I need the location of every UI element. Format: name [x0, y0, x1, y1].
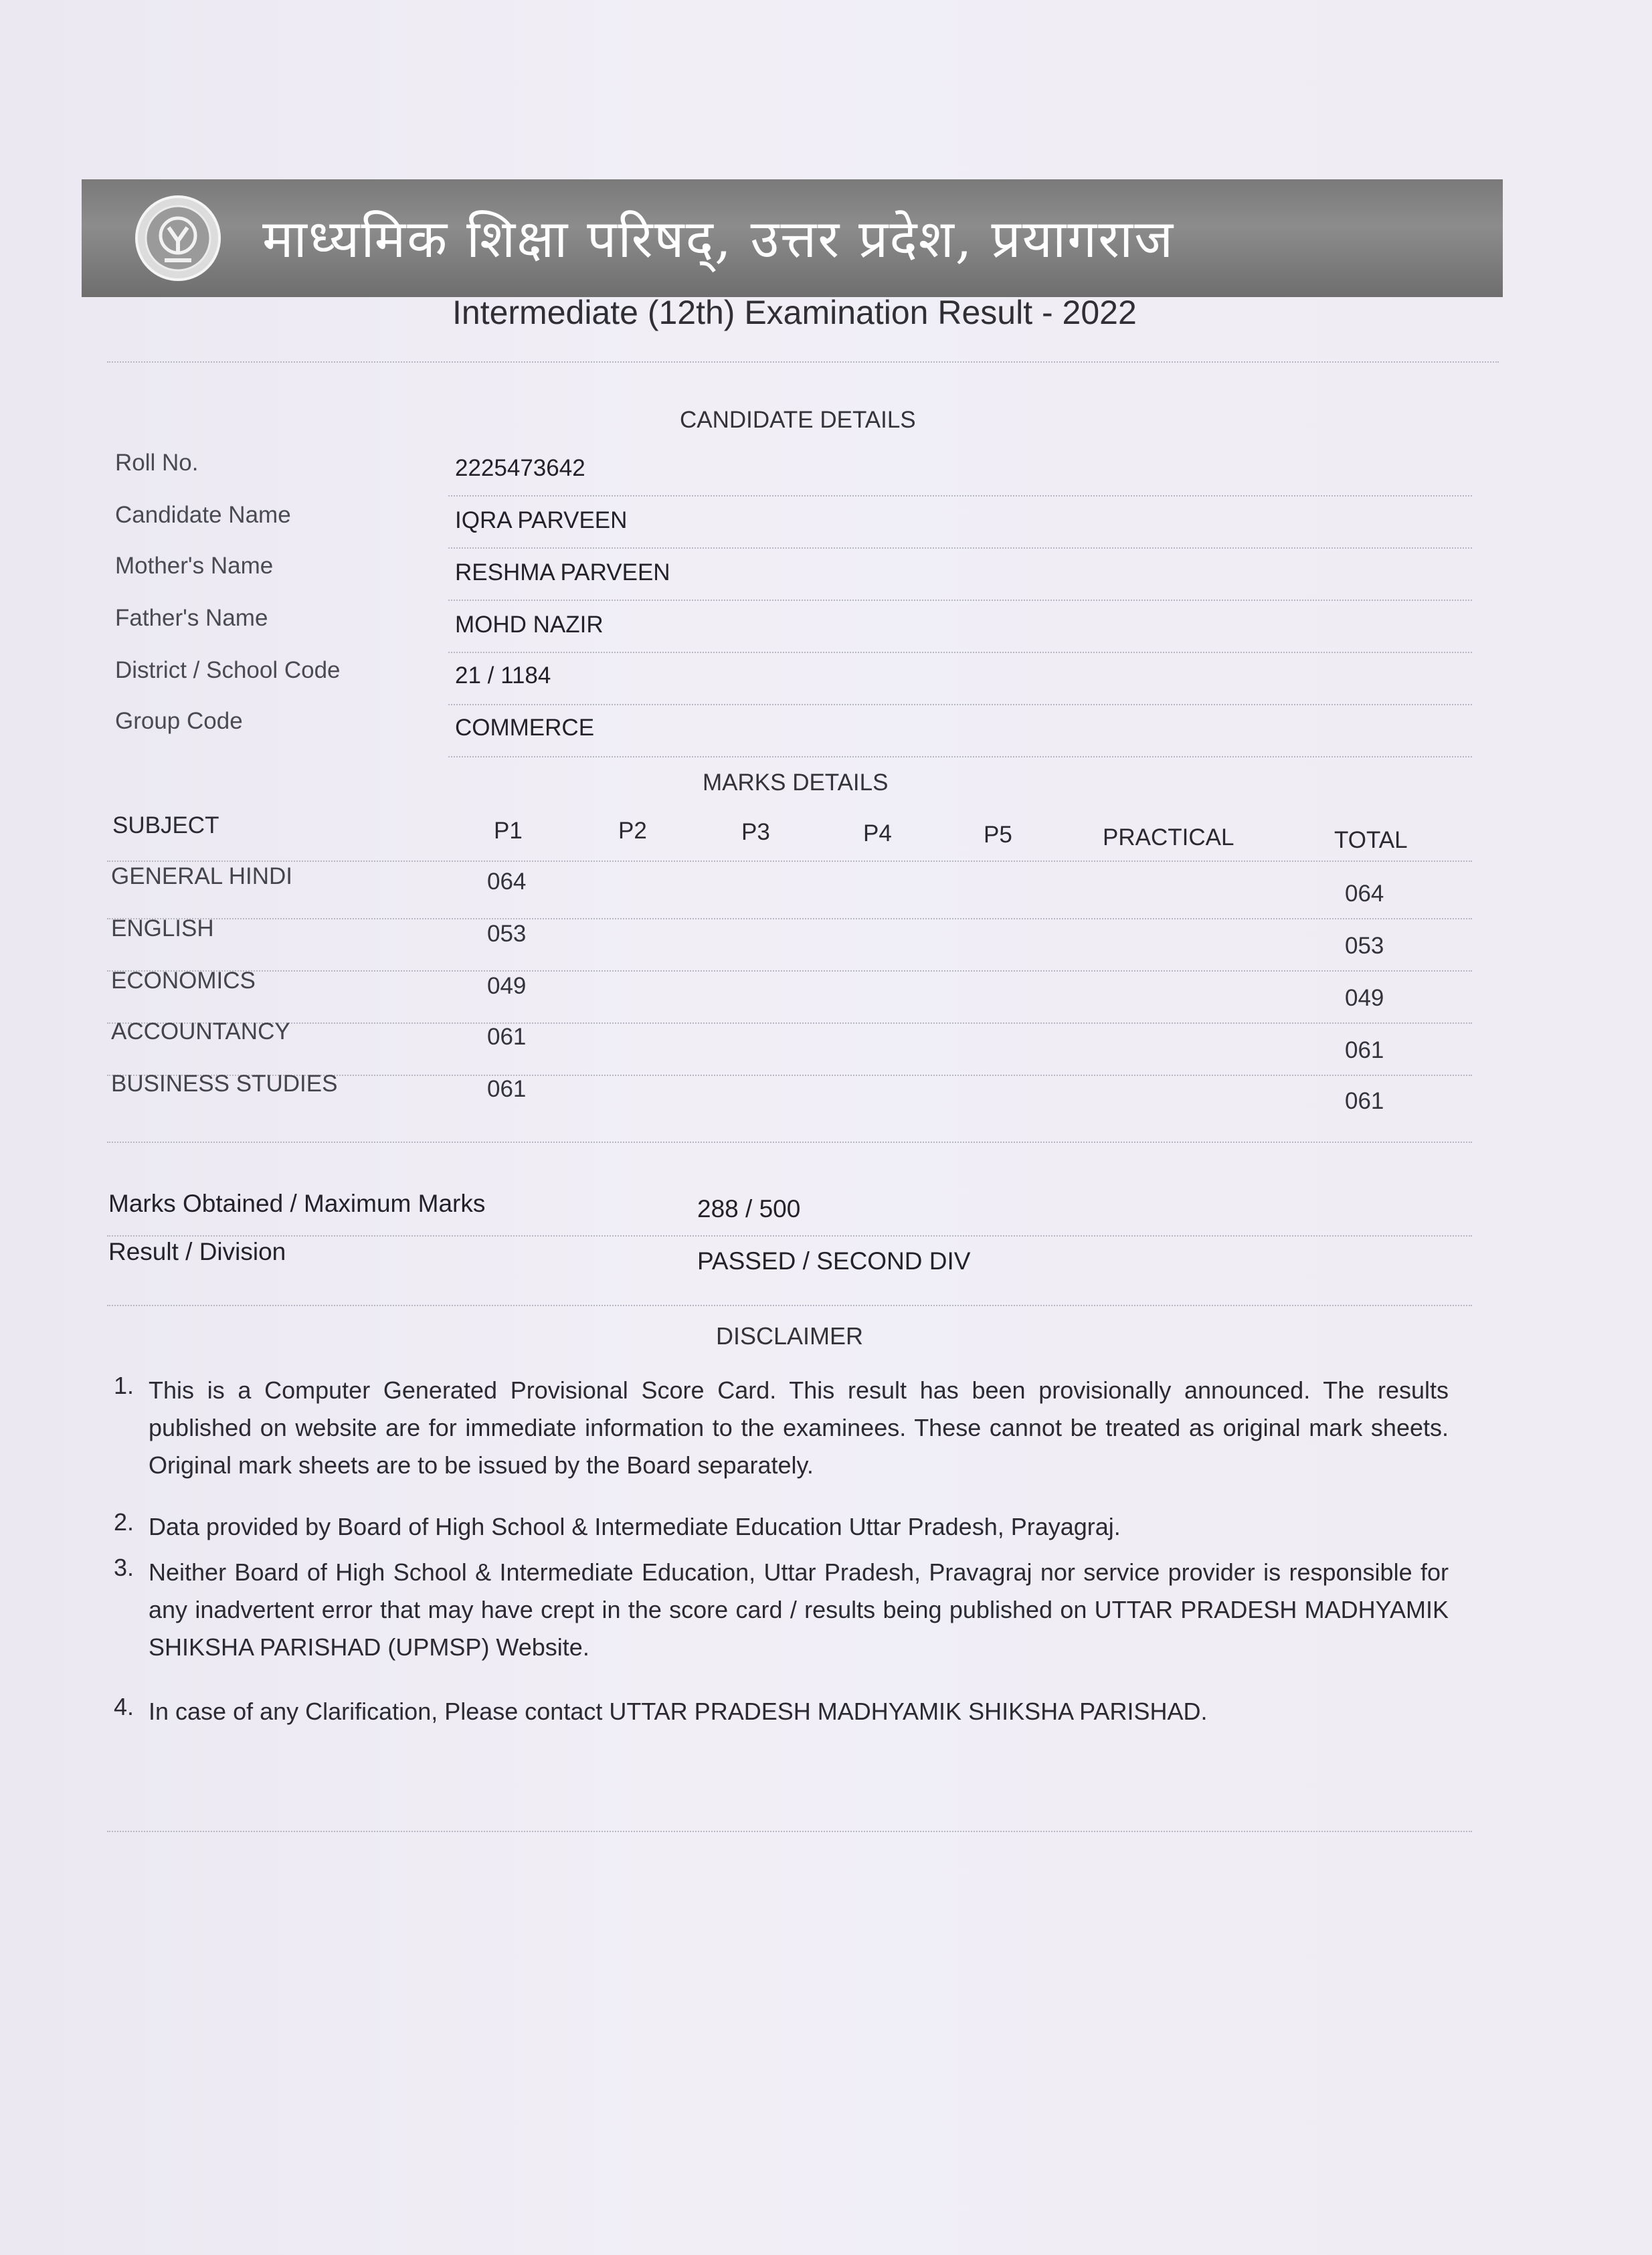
divider: [107, 1235, 1472, 1237]
col-total: TOTAL: [1334, 827, 1408, 853]
candidate-name-label: Candidate Name: [115, 502, 291, 528]
disclaimer-number: 2.: [114, 1508, 134, 1536]
subject-name: ENGLISH: [111, 915, 214, 941]
group-code-value: COMMERCE: [455, 715, 595, 741]
col-p2: P2: [618, 818, 647, 844]
total-mark: 049: [1345, 985, 1384, 1011]
divider: [448, 600, 1472, 601]
disclaimer-item: [114, 1372, 1449, 1488]
subject-name: BUSINESS STUDIES: [111, 1071, 338, 1097]
disclaimer-text: Data provided by Board of High School & Intermediate Education Uttar Pradesh, Prayagraj.: [149, 1513, 1121, 1540]
divider: [448, 756, 1472, 757]
board-name-hindi: माध्यमिक शिक्षा परिषद्, उत्तर प्रदेश, प्रयागराज: [262, 209, 1175, 270]
divider: [107, 1022, 1472, 1024]
col-p1: P1: [494, 818, 523, 844]
divider: [107, 1305, 1472, 1306]
disclaimer-number: 1.: [114, 1372, 134, 1399]
col-p3: P3: [741, 819, 770, 845]
candidate-details-heading: CANDIDATE DETAILS: [680, 407, 916, 433]
disclaimer-item: [114, 1554, 1449, 1670]
p1-mark: 049: [487, 973, 527, 999]
result-division-label: Result / Division: [108, 1238, 286, 1265]
disclaimer-text: Neither Board of High School & Intermediate Education, Uttar Pradesh, Pravagraj nor service provider is responsible for any inadvertent error that may have crept in the score card / results being published on UTTAR PRADESH MADHYAMIK SHIKSHA PARISHAD (UPMSP) Website.: [149, 1558, 1449, 1661]
total-mark: 064: [1345, 881, 1384, 907]
disclaimer-number: 4.: [114, 1693, 134, 1720]
divider: [107, 1831, 1472, 1832]
disclaimer-text: This is a Computer Generated Provisional Score Card. This result has been provisionally announced. The results published on website are for immediate information to the examinees. These cannot be treated as original mark sheets. Original mark sheets are to be issued by the Board separately.: [149, 1376, 1449, 1479]
subject-name: GENERAL HINDI: [111, 863, 292, 889]
divider: [448, 547, 1472, 549]
col-p5: P5: [984, 822, 1012, 848]
divider: [448, 495, 1472, 497]
divider: [448, 652, 1472, 653]
candidate-name-value: IQRA PARVEEN: [455, 507, 628, 533]
col-subject: SUBJECT: [112, 812, 219, 838]
total-mark: 053: [1345, 933, 1384, 959]
exam-title: Intermediate (12th) Examination Result - 2022: [452, 294, 1137, 331]
fathers-name-value: MOHD NAZIR: [455, 612, 604, 638]
col-p4: P4: [863, 820, 892, 846]
disclaimer-text: In case of any Clarification, Please contact UTTAR PRADESH MADHYAMIK SHIKSHA PARISHAD.: [149, 1698, 1208, 1725]
p1-mark: 061: [487, 1076, 527, 1102]
marks-details-heading: MARKS DETAILS: [703, 770, 889, 796]
disclaimer-heading: DISCLAIMER: [716, 1322, 864, 1350]
total-mark: 061: [1345, 1037, 1384, 1063]
divider: [448, 704, 1472, 705]
divider: [107, 861, 1472, 862]
divider: [107, 361, 1499, 363]
p1-mark: 053: [487, 921, 527, 947]
subject-name: ECONOMICS: [111, 968, 256, 994]
result-division-value: PASSED / SECOND DIV: [697, 1247, 971, 1275]
marks-obtained-label: Marks Obtained / Maximum Marks: [108, 1190, 486, 1217]
district-school-code-value: 21 / 1184: [455, 662, 551, 689]
group-code-label: Group Code: [115, 708, 243, 734]
mothers-name-label: Mother's Name: [115, 553, 274, 579]
marks-obtained-value: 288 / 500: [697, 1195, 801, 1223]
subject-name: ACCOUNTANCY: [111, 1018, 290, 1045]
roll-no-label: Roll No.: [115, 450, 199, 476]
p1-mark: 064: [487, 869, 527, 895]
board-header-banner: [82, 179, 1503, 297]
roll-no-value: 2225473642: [455, 455, 585, 481]
divider: [107, 1142, 1472, 1143]
district-school-code-label: District / School Code: [115, 657, 341, 683]
board-emblem-icon: [134, 194, 222, 282]
total-mark: 061: [1345, 1088, 1384, 1114]
mothers-name-value: RESHMA PARVEEN: [455, 559, 670, 585]
disclaimer-number: 3.: [114, 1554, 134, 1581]
fathers-name-label: Father's Name: [115, 605, 268, 631]
divider: [107, 918, 1472, 919]
disclaimer-item: [114, 1508, 1449, 1546]
col-practical: PRACTICAL: [1103, 824, 1234, 850]
divider: [107, 970, 1472, 972]
p1-mark: 061: [487, 1024, 527, 1050]
disclaimer-item: [114, 1693, 1449, 1730]
